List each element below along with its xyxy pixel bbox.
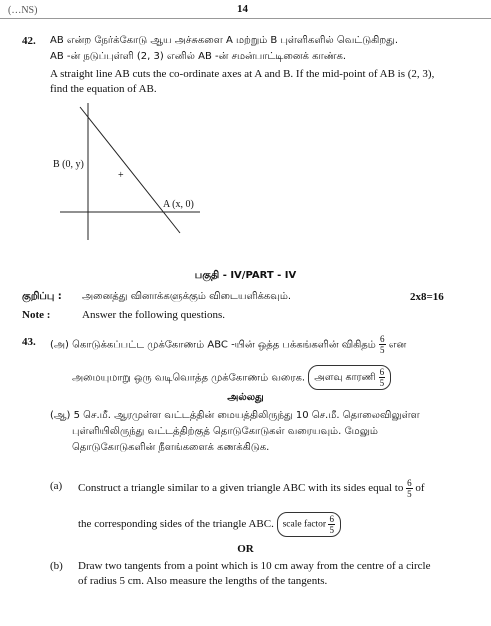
label-point-a: A (x, 0) — [163, 199, 194, 210]
english-note-label: Note : — [22, 309, 51, 321]
q43-a-english-line-2 — [78, 512, 341, 537]
scale-factor-english — [277, 512, 341, 537]
scale-fraction-english — [328, 514, 335, 535]
fraction-denominator: 5 — [329, 525, 334, 535]
scale-fraction-tamil — [379, 367, 386, 388]
or-tamil: அல்லது — [227, 392, 264, 403]
page-number: 14 — [237, 3, 248, 15]
fraction-denominator: 5 — [407, 489, 412, 499]
q43-a-tamil-text: கொடுக்கப்பட்ட முக்கோணம் ABC -யின் ஒத்த பக்கங்களின் விகிதம் — [72, 339, 376, 351]
fraction-denominator: 5 — [380, 345, 385, 355]
q43-a-english-text: Construct a triangle similar to a given triangle ABC with its sides equal to — [78, 482, 404, 495]
scale-factor-tamil — [308, 365, 391, 390]
q43-b-tamil-line-2: புள்ளியிலிருந்து வட்டத்திற்குத் தொடுகோடுகள் வரையவும். மேலும் — [72, 426, 378, 437]
midpoint-marker: + — [118, 170, 124, 181]
tamil-note-label: குறிப்பு : — [22, 291, 62, 302]
q43-b-tamil-line-3: தொடுகோடுகளின் நீளங்களைக் கணக்கிடுக. — [72, 442, 270, 453]
q43-a-english-suffix: of — [415, 482, 425, 495]
line-ab — [80, 107, 180, 233]
q42-english-line-1: A straight line AB cuts the co-ordinate axes at A and B. If the mid-point of AB is (2, 3), — [50, 68, 435, 80]
ratio-fraction-tamil — [379, 334, 386, 355]
coordinate-figure — [40, 95, 210, 245]
q43-b-english-line-2: of radius 5 cm. Also measure the lengths of the tangents. — [78, 575, 328, 587]
fraction-denominator: 5 — [379, 378, 385, 388]
q43-b-tamil-line-1 — [50, 408, 420, 423]
scale-factor-english-label: scale factor — [282, 519, 327, 530]
header-rule — [0, 18, 491, 19]
exam-code: (…NS) — [8, 5, 38, 16]
q43-a-tamil-line-2-text: அமையுமாறு ஒரு வடிவொத்த முக்கோணம் வரைக. — [72, 372, 306, 384]
q43-a-tamil-suffix: என — [388, 339, 407, 351]
q43-b-english-line-1: Draw two tangents from a point which is 10 cm away from the centre of a circle — [78, 560, 431, 572]
english-note-text: Answer the following questions. — [82, 309, 225, 321]
q43-a-english-label: (a) — [50, 480, 63, 492]
q43-a-tamil-line-1 — [50, 334, 406, 355]
q42-english-line-2: find the equation of AB. — [50, 83, 157, 95]
fraction-numerator: 6 — [407, 478, 412, 488]
q43-b-tamil-text: 5 செ.மீ. ஆரமுள்ள வட்டத்தின் மையத்திலிருந்து 10 செ.மீ. தொலைவிலுள்ள — [73, 410, 420, 421]
part-heading: பகுதி - IV/PART - IV — [194, 270, 297, 281]
q43-a-english-line-2-text: the corresponding sides of the triangle ABC. — [78, 518, 274, 531]
q43-a-english-line-1 — [78, 478, 425, 499]
q43-a-tamil-prefix: (அ) — [50, 339, 69, 351]
fraction-numerator: 6 — [380, 334, 385, 344]
question-number-42: 42. — [22, 35, 36, 47]
fraction-numerator: 6 — [379, 367, 385, 377]
q42-tamil-line-1: AB என்ற நேர்க்கோடு ஆய அச்சுகளை A மற்றும் B புள்ளிகளில் வெட்டுகிறது. — [50, 35, 398, 46]
scale-factor-tamil-label: அளவு காரணி — [314, 372, 376, 383]
q43-b-english-label: (b) — [50, 560, 63, 572]
or-english: OR — [237, 543, 254, 555]
tamil-note-text: அனைத்து வினாக்களுக்கும் விடையளிக்கவும். — [82, 291, 292, 302]
q43-a-tamil-line-2 — [72, 365, 391, 390]
ratio-fraction-english — [406, 478, 413, 499]
q42-tamil-line-2: AB -ன் நடுப்புள்ளி (2, 3) எனில் AB -ன் சமன்பாட்டினைக் காண்க. — [50, 51, 347, 62]
q43-b-tamil-prefix: (ஆ) — [50, 410, 71, 421]
question-number-43: 43. — [22, 336, 36, 348]
fraction-numerator: 6 — [329, 514, 334, 524]
marks-label: 2x8=16 — [410, 291, 444, 303]
label-point-b: B (0, y) — [53, 159, 84, 170]
